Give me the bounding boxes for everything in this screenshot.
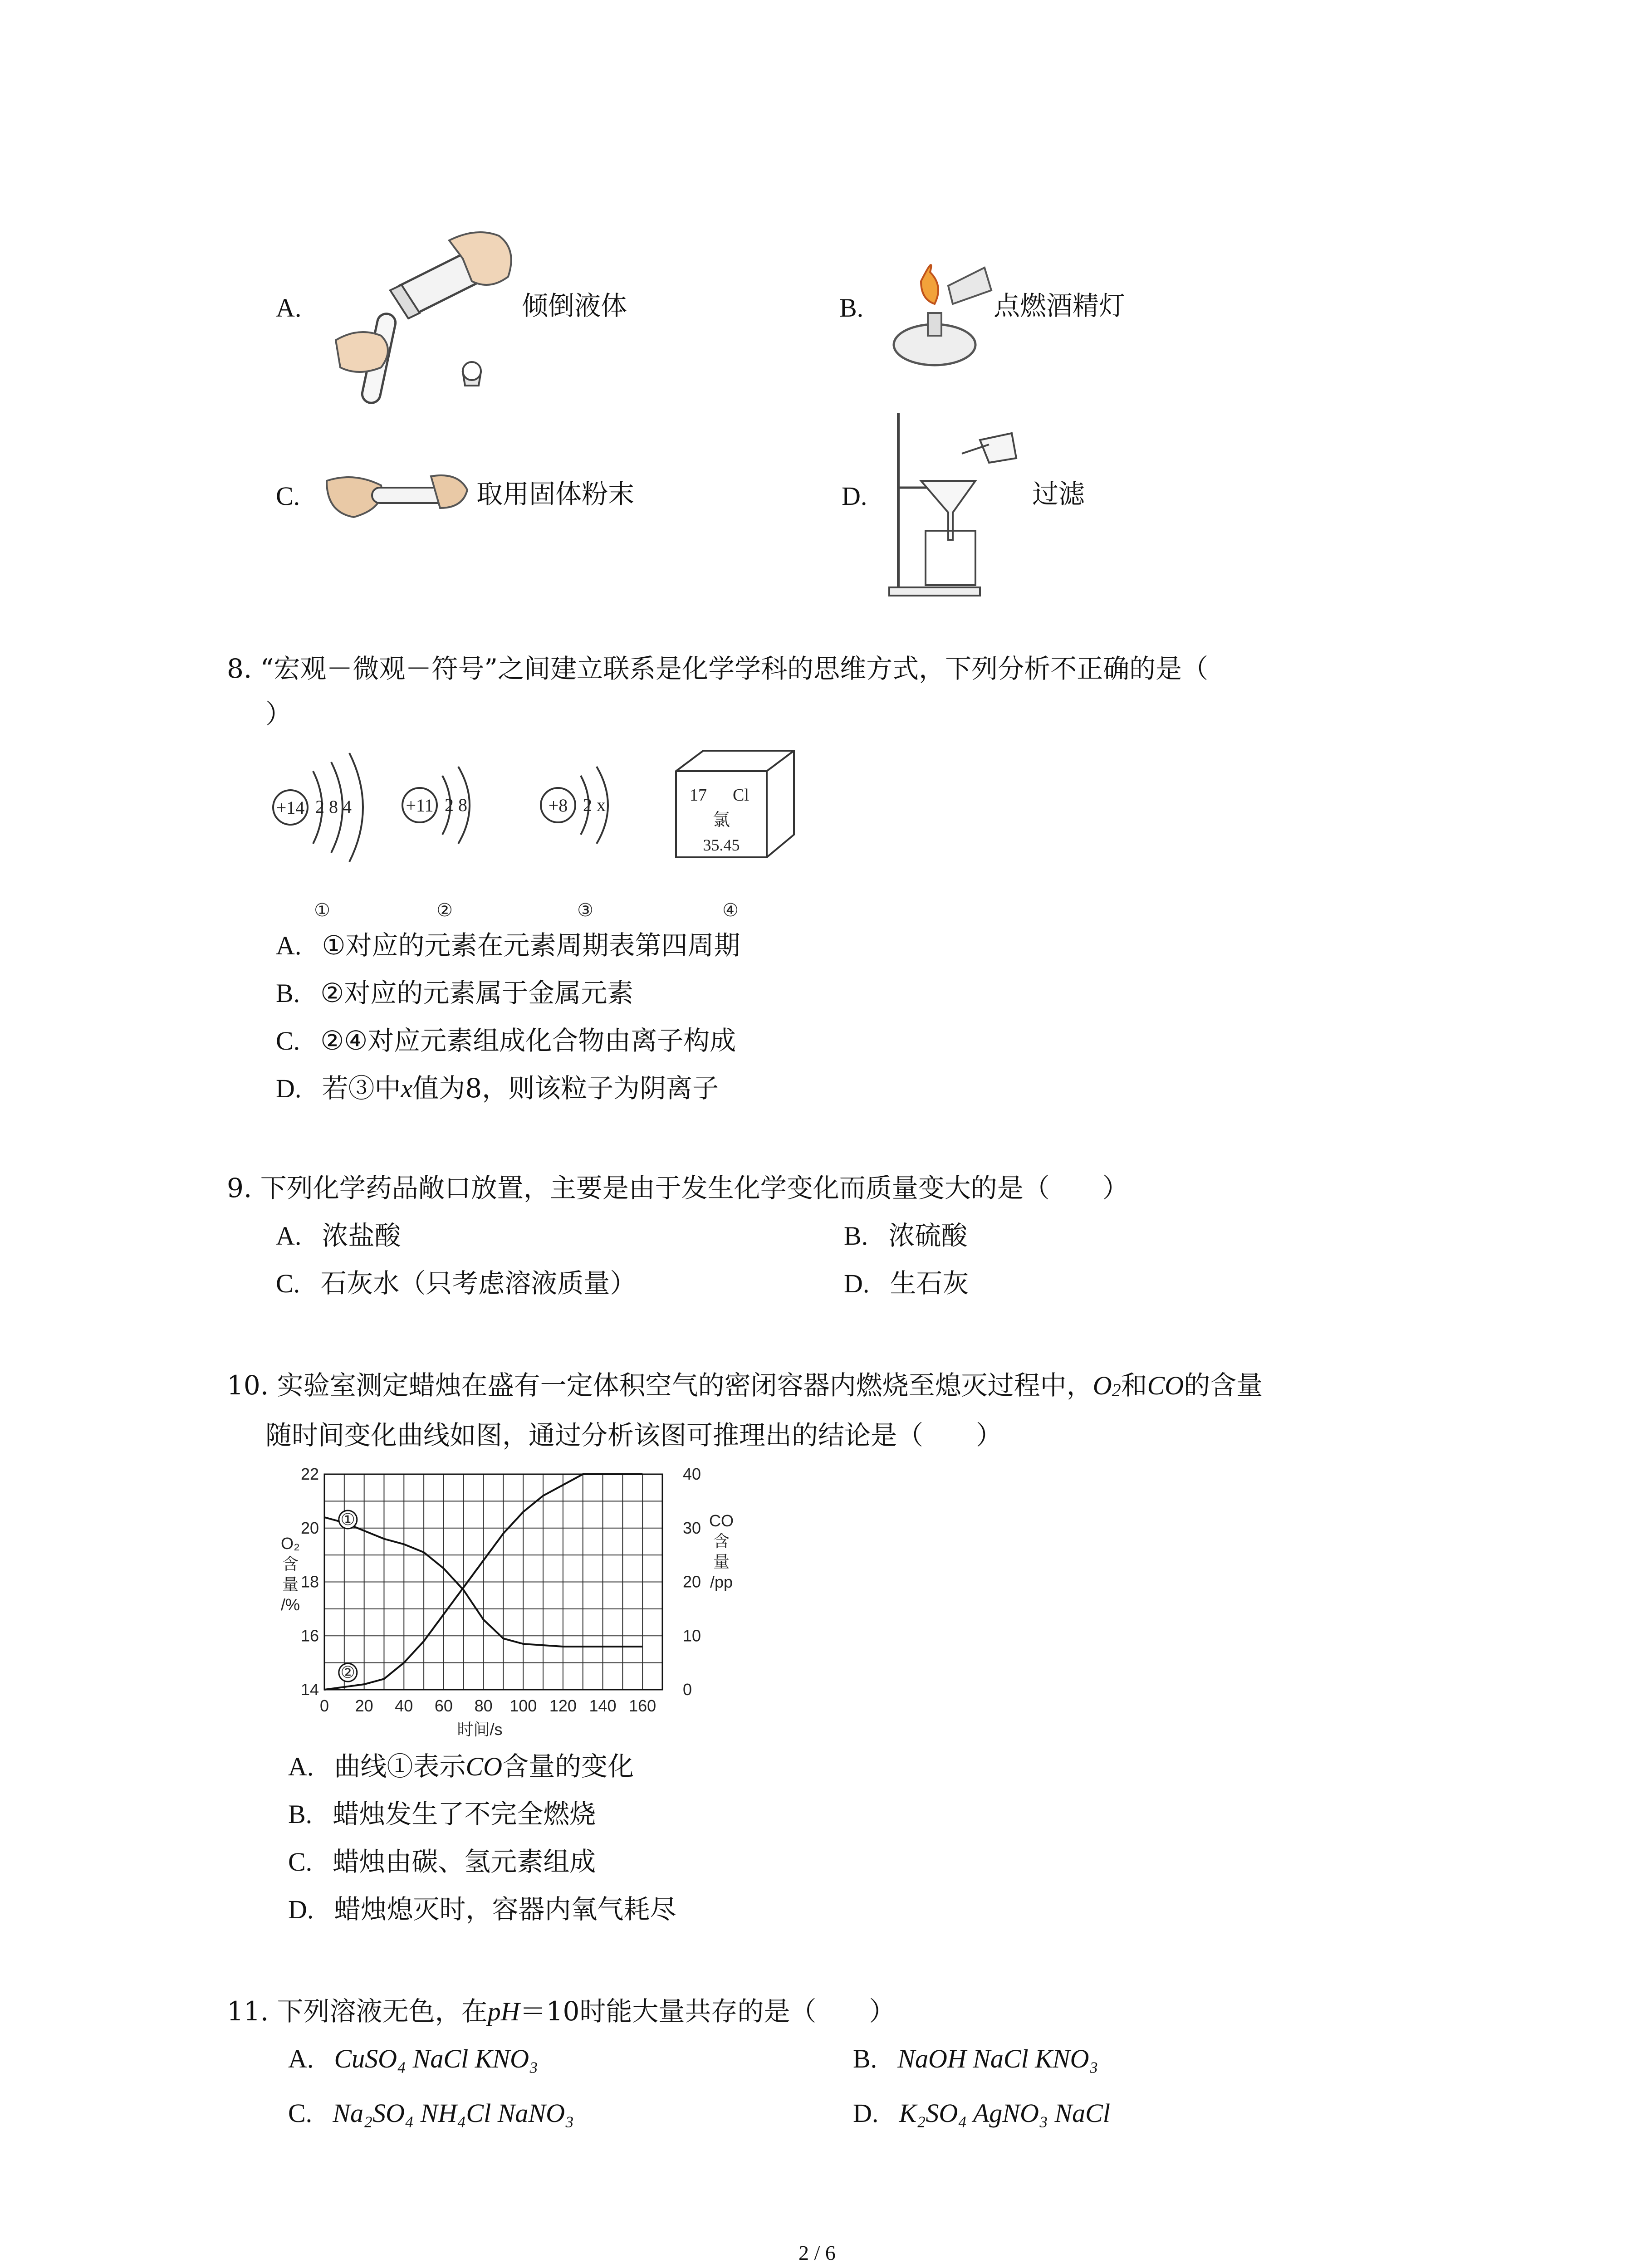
- x-tick-label: 60: [434, 1696, 453, 1715]
- q10-option-b: [288, 1801, 596, 1828]
- x-tick-label: 120: [549, 1696, 577, 1715]
- q10-option-a-var: CO: [465, 1752, 503, 1781]
- q8-option-d-post: 值为8，则该粒子为阴离子: [412, 1073, 719, 1104]
- q11-option-a-formula: CuSO₄ NaCl KNO₃: [334, 2044, 539, 2073]
- q10-option-d-text: 蜡烛熄灭时，容器内氧气耗尽: [334, 1894, 676, 1925]
- q8-option-c-text: ②④对应元素组成化合物由离子构成: [320, 1025, 736, 1056]
- atom2-nucleus: +11: [406, 795, 434, 816]
- q11-stem-post: ＝10时能大量共存的是（ ）: [519, 1996, 896, 2027]
- q10-option-a: [288, 1753, 634, 1780]
- q9-option-c: [276, 1270, 636, 1297]
- y-left-tick-label: 20: [300, 1518, 319, 1537]
- series-label-1: ①: [340, 1510, 355, 1529]
- q10-stem-pre: 10. 实验室测定蜡烛在盛有一定体积空气的密闭容器内燃烧至熄灭过程中，: [227, 1370, 1093, 1401]
- y-right-axis-label: CO: [709, 1511, 734, 1530]
- q10-stem-line1: [227, 1372, 1263, 1401]
- q11-stem: [227, 1998, 895, 2025]
- atom3-nucleus: +8: [548, 795, 568, 816]
- x-tick-label: 40: [395, 1696, 413, 1715]
- y-right-tick-label: 10: [683, 1626, 701, 1645]
- q11-option-b-letter: B.: [853, 2044, 877, 2073]
- q10-option-a-pre: 曲线①表示: [334, 1751, 466, 1782]
- q10-option-b-text: 蜡烛发生了不完全燃烧: [333, 1799, 596, 1829]
- x-tick-label: 20: [355, 1696, 373, 1715]
- atom2-shells: 2 8: [445, 795, 467, 815]
- q8-option-b-letter: B.: [276, 978, 300, 1008]
- q11-option-c: [288, 2100, 574, 2126]
- q7-option-c-text: 取用固体粉末: [476, 479, 635, 509]
- q10-option-c-text: 蜡烛由碳、氢元素组成: [333, 1846, 596, 1877]
- q11-option-d-letter: D.: [853, 2098, 879, 2128]
- q10-option-c-letter: C.: [288, 1847, 313, 1877]
- atom1-nucleus: +14: [276, 797, 305, 818]
- q11-option-a: [288, 2046, 538, 2072]
- y-left-tick-label: 18: [300, 1572, 319, 1591]
- q7-option-c-letter: C.: [276, 481, 300, 511]
- y-right-axis-label: 含: [713, 1532, 730, 1550]
- y-left-tick-label: 22: [300, 1465, 319, 1483]
- taking-solid-powder-illustration: [318, 463, 476, 526]
- q8-option-a-text: ①对应的元素在元素周期表第四周期: [322, 930, 740, 961]
- q10-stem-post: 的含量: [1184, 1370, 1263, 1401]
- q8-stem-line1: 8. “宏观－微观－符号”之间建立联系是化学学科的思维方式，下列分析不正确的是（: [227, 653, 1209, 684]
- q8-option-c-letter: C.: [276, 1026, 300, 1056]
- q7-option-a-letter: A.: [276, 293, 302, 323]
- x-tick-label: 100: [509, 1696, 537, 1715]
- y-left-tick-label: 14: [300, 1680, 319, 1699]
- lighting-alcohol-lamp-illustration: [885, 254, 994, 372]
- x-tick-label: 140: [589, 1696, 617, 1715]
- q11-stem-pre: 11. 下列溶液无色，在: [227, 1996, 488, 2027]
- q8-option-b-text: ②对应的元素属于金属元素: [320, 978, 634, 1008]
- q8-option-d-var: x: [401, 1074, 413, 1103]
- atom3-shells: 2 x: [583, 795, 606, 815]
- series-label-2: ②: [340, 1663, 355, 1682]
- atom3-label: ③: [577, 900, 593, 920]
- q10-option-a-post: 含量的变化: [502, 1751, 634, 1782]
- q9-option-a-letter: A.: [276, 1221, 302, 1251]
- q11-ph: pH: [487, 1997, 520, 2026]
- q8-option-c: [276, 1027, 736, 1054]
- atom1-shells: 2 8 4: [315, 797, 352, 817]
- o2-co-content-chart: [272, 1461, 762, 1742]
- q10-o2-sub: 2: [1112, 1380, 1121, 1401]
- element-label: ④: [722, 900, 739, 920]
- q9-option-d: [844, 1270, 969, 1297]
- q7-option-d-letter: D.: [842, 481, 867, 511]
- element-atomic-number: 17: [690, 786, 707, 805]
- q9-option-b-letter: B.: [844, 1221, 868, 1251]
- q11-option-b-formula: NaOH NaCl KNO₃: [897, 2044, 1098, 2073]
- x-tick-label: 80: [474, 1696, 493, 1715]
- y-left-axis-label: O₂: [281, 1534, 300, 1553]
- q8-option-d: [276, 1075, 719, 1102]
- x-axis-label: 时间/s: [457, 1720, 503, 1739]
- q9-option-a-text: 浓盐酸: [322, 1220, 401, 1251]
- q10-option-d-letter: D.: [288, 1895, 314, 1924]
- q10-option-c: [288, 1848, 596, 1875]
- q9-option-c-letter: C.: [276, 1269, 300, 1298]
- y-right-axis-label: 量: [713, 1552, 730, 1571]
- q8-stem-line2: ）: [265, 699, 292, 729]
- q10-option-d: [288, 1896, 676, 1923]
- atom1-label: ①: [314, 900, 330, 920]
- y-left-axis-label: 含: [282, 1554, 299, 1573]
- q10-option-b-letter: B.: [288, 1799, 313, 1829]
- y-left-axis-label: /%: [280, 1595, 300, 1614]
- element-symbol: Cl: [733, 786, 749, 805]
- q9-stem: 9. 下列化学药品敞口放置，主要是由于发生化学变化而质量变大的是（ ）: [227, 1173, 1129, 1203]
- q10-o2: O: [1092, 1371, 1112, 1400]
- x-tick-label: 160: [629, 1696, 656, 1715]
- atom2-label: ②: [436, 900, 453, 920]
- q7-option-b-letter: B.: [839, 293, 864, 323]
- y-left-axis-label: 量: [282, 1575, 299, 1593]
- y-right-tick-label: 20: [683, 1572, 701, 1591]
- y-right-tick-label: 30: [683, 1518, 701, 1537]
- q7-option-d-text: 过滤: [1032, 479, 1085, 509]
- q7-option-b-text: 点燃酒精灯: [994, 290, 1126, 321]
- page-number: 2 / 6: [798, 2241, 836, 2264]
- q8-option-a: [276, 932, 740, 959]
- q10-option-a-letter: A.: [288, 1752, 314, 1781]
- q11-option-d-formula: K₂SO₄ AgNO₃ NaCl: [899, 2098, 1110, 2128]
- q10-stem-line2: 随时间变化曲线如图，通过分析该图可推理出的结论是（ ）: [265, 1420, 1003, 1451]
- pouring-liquid-illustration: [327, 222, 522, 404]
- element-name: 氯: [712, 810, 730, 830]
- atomic-structure-diagrams: [263, 744, 853, 925]
- q11-option-c-letter: C.: [288, 2098, 313, 2128]
- q7-option-a-text: 倾倒液体: [522, 290, 627, 321]
- y-right-axis-label: /pp: [710, 1573, 733, 1591]
- y-right-tick-label: 40: [683, 1465, 701, 1483]
- q8-option-a-letter: A.: [276, 931, 302, 960]
- y-right-tick-label: 0: [683, 1680, 692, 1699]
- q9-option-d-text: 生石灰: [890, 1268, 969, 1299]
- q8-option-b: [276, 980, 633, 1007]
- q11-option-c-formula: Na₂SO₄ NH₄Cl NaNO₃: [333, 2098, 574, 2128]
- q10-and: 和: [1121, 1370, 1147, 1401]
- x-tick-label: 0: [319, 1696, 329, 1715]
- q8-option-d-letter: D.: [276, 1074, 302, 1103]
- q8-option-d-pre: 若③中: [322, 1073, 401, 1104]
- q9-option-b-text: 浓硫酸: [888, 1220, 968, 1251]
- filtration-apparatus-illustration: [880, 408, 1025, 599]
- q11-option-b: [853, 2046, 1098, 2072]
- q9-option-b: [844, 1222, 967, 1249]
- q11-option-d: [853, 2100, 1110, 2126]
- q10-co: CO: [1147, 1371, 1184, 1400]
- q11-option-a-letter: A.: [288, 2044, 314, 2073]
- q9-option-c-text: 石灰水（只考虑溶液质量）: [320, 1268, 637, 1299]
- y-left-tick-label: 16: [300, 1626, 319, 1645]
- q9-option-a: [276, 1222, 401, 1249]
- q9-option-d-letter: D.: [844, 1269, 870, 1298]
- element-mass: 35.45: [703, 836, 740, 854]
